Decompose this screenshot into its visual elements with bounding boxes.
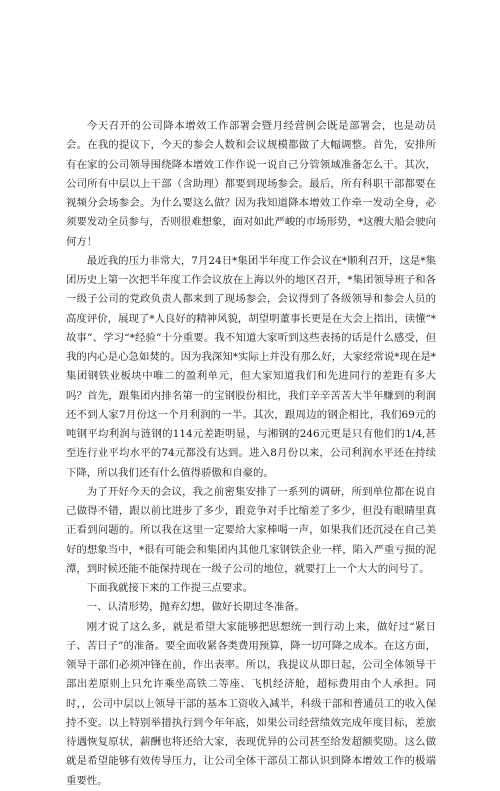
paragraph-requirements-intro: 下面我就接下来的工作提三点要求。 [86,582,254,594]
document-body [66,117,436,791]
paragraph-tight-days: 刚才说了这么多，就是希望大家能够把思想统一到行动上来，做好过“紧日子、苦日子”的准备。要全面收紧各类费用预算，降一切可降之成本。在这方面，领导干部们必须冲锋在前，作出表率。所以，我提议从即日起，公司全体领导干部出差原则上只允许乘坐高铁二等座、飞机经济舱，超标费用由个人承担。同时，，公司中层以上领导干部的基本工资收入减半，科级干部和普通员工的收入保持不变。以上特别举措执行到今年年底，如果公司经营绩效完成年度目标，差旅待遇恢复原状，薪酬也将还给大家，表现优异的公司甚至给发超额奖励。这么做就是希望能够有效传导压力，让公司全体干部员工都认识到降本增效工作的极端重要性。 [66,620,436,787]
paragraph-research: 为了开好今天的会议，我之前密集安排了一系列的调研，所到单位都在说自己做得不错，跟以前比进步了多少，跟竞争对手比缩差了多少，但没有眼睛里真正看到问题的。所以我在这里一定要给大家棒喝一声，如果我们还沉浸在自己美好的想象当中，*很有可能会和集团内其他几家钢铁企业一样，陷入严重亏损的泥潭，到时候还能不能保持现在一级子公司的地位，就要打上一个大大的问号了。 [66,485,436,575]
paragraph-pressure: 最近我的压力非常大，7月24日*集团半年度工作会议在*顺利召开，这是*集团历史上第一次把半年度工作会议放在上海以外的地区召开，*集团领导班子和各一级子公司的党政负责人都来到了现场参会，会议得到了各级领导和参会人员的高度评价，展现了*人良好的精神风貌，胡望明董事长更是在大会上指出，读懂“*故事”、学习“*经验”十分重要。我不知道大家听到这些表扬的话是什么感受，但我的内心是心急如焚的。因为我深知*实际上并没有那么好，大家经常说*现在是*集团钢铁业板块中唯二的盈利单元，但大家知道我们和先进同行的差距有多大吗？首先，跟集团内排名第一的宝钢股份相比，我们辛辛苦苦大半年赚到的利润还不到人家7月份这一个月利润的一半。其次，跟周边的钢企相比，我们69元的吨钢平均利润与涟钢的114元差距明显，与湘钢的246元更是只有他们的1/4,甚至连行业平均水平的74元都没有达到。进入8月份以来，公司利润水平还在持续下降，所以我们还有什么值得骄傲和自豪的。 [66,254,436,479]
paragraph-opening: 今天召开的公司降本增效工作部署会暨月经营例会既是部署会，也是动员会。在我的提议下，今天的参会人数和会议规模都做了大幅调整。首先，安排所有在家的公司领导围绕降本增效工作作说一说自己分管领域准备怎么干。其次，公司所有中层以上干部（含助理）都要到现场参会。最后，所有科职干部都要在视频分会场参会。为什么要这么做？因为我知道降本增效工作牵一发动全身，必须要发动全员参与，否则很难想象，面对如此严峻的市场形势，*这艘大船会驶向何方！ [66,120,436,248]
section-heading-one: 一、认清形势，抛弃幻想，做好长期过冬准备。 [86,601,305,614]
